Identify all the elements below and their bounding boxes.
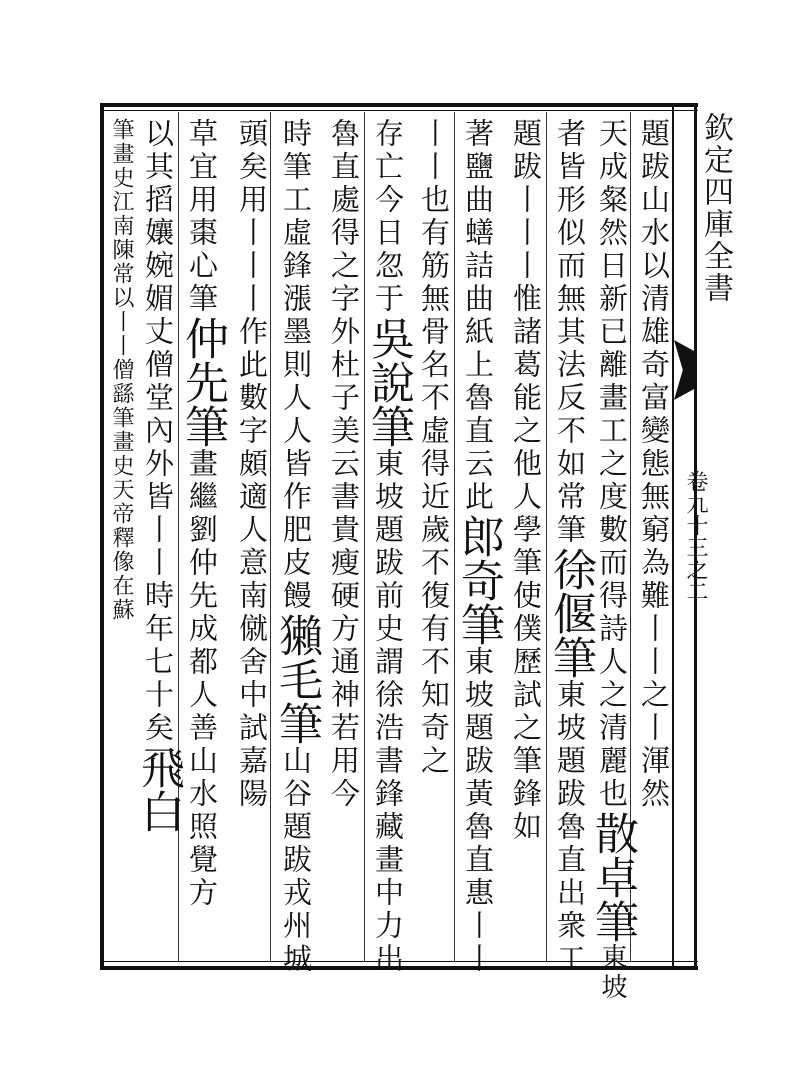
text-column: 者皆形似而無其法反不如常筆徐偃筆東坡題跋魯直出衆工 (545, 118, 596, 976)
volume-label: 卷九十三之二 (683, 470, 708, 602)
top-inner-border (100, 110, 698, 111)
fish-tail-mark-icon (674, 340, 696, 400)
text-column: 存亡今日忽于吳說筆東坡題跋前史謂徐浩書鋒藏畫中力出 (363, 118, 414, 976)
top-border (100, 103, 698, 107)
left-border (100, 103, 104, 970)
text-column: 著鹽曲蟮詰曲紙上魯直云此郎奇筆東坡題跋黃魯直惠丨丨 (453, 118, 504, 976)
text-column: 題跋丨丨丨惟諸葛能之他人學筆使僕歷試之筆鋒如 (509, 118, 543, 844)
text-column: 草宜用棗心筆仲先筆畫繼劉仲先成都人善山水照覺方 (177, 118, 228, 910)
text-column: 以其搯孃婉媚丈僧堂內外皆丨丨時年七十矣飛白 (133, 118, 184, 833)
text-column: 題跋山水以清雄奇富變態無窮為難丨丨之丨渾然 (637, 118, 671, 811)
text-column: 筆畫史江南陳常以丨丨僧繇筆畫史天帝釋像在蘇 (109, 118, 134, 622)
text-column: 魯直處得之字外杜子美云書貴瘦硬方通神若用今 (327, 118, 361, 811)
text-column: 天成粲然日新已離畫工之度數而得詩人之清麗也散卓筆東坡 (587, 118, 638, 1003)
text-column: 時筆工虛鋒漲墨則人人皆作肥皮饅獺毛筆山谷題跋戎州城 (271, 118, 322, 976)
book-title: 欽定四庫全書 (698, 112, 733, 304)
text-column: 頭矣用丨丨丨作此數字頗適人意南僦舍中試嘉陽 (235, 118, 269, 811)
text-column: 丨丨也有筋無骨名不虛得近歲不復有不知奇之 (417, 118, 451, 778)
